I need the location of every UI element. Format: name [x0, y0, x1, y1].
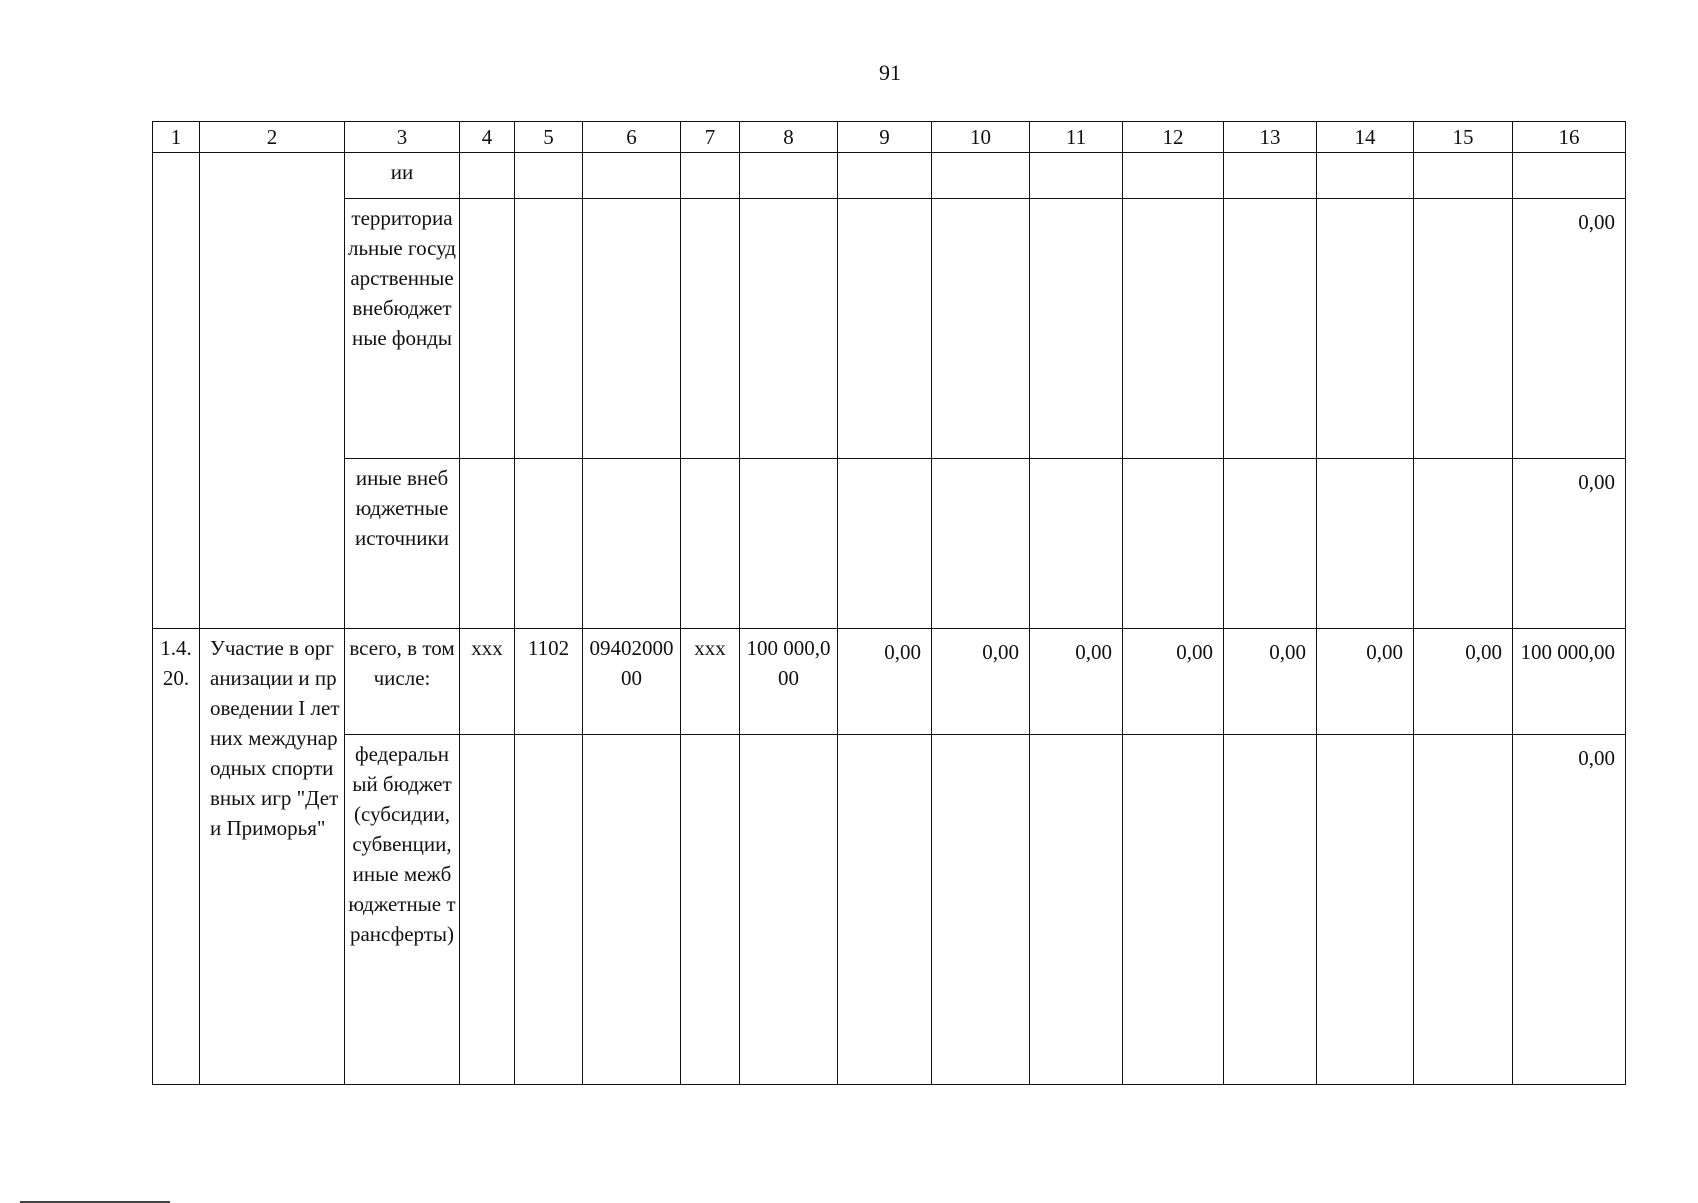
- cell-code: 0940200000: [583, 629, 681, 735]
- header-cell: 4: [460, 122, 515, 153]
- header-cell: 16: [1513, 122, 1626, 153]
- cell-source: иные внебюджетные источники: [345, 459, 460, 629]
- cell-total: 0,00: [1513, 735, 1626, 1085]
- empty-cell: [1317, 735, 1414, 1085]
- empty-cell: [838, 735, 932, 1085]
- empty-cell: [1123, 459, 1224, 629]
- cell-item-name: Участие в организации и проведении I летних международных спортивных игр "Дети Приморья": [200, 629, 345, 1085]
- empty-cell: [1224, 735, 1317, 1085]
- empty-cell: [1030, 199, 1123, 459]
- empty-cell: [515, 199, 583, 459]
- empty-cell: [838, 199, 932, 459]
- cell-source: территориальные государственные внебюджетные фонды: [345, 199, 460, 459]
- header-cell: 14: [1317, 122, 1414, 153]
- empty-cell: [460, 459, 515, 629]
- empty-cell: [681, 459, 740, 629]
- empty-cell: [1513, 153, 1626, 199]
- empty-cell: [515, 735, 583, 1085]
- empty-cell: [1123, 153, 1224, 199]
- empty-cell: [838, 153, 932, 199]
- cell-amount: 0,00: [1030, 629, 1123, 735]
- header-cell: 10: [932, 122, 1030, 153]
- empty-cell: [1317, 199, 1414, 459]
- empty-cell: [740, 199, 838, 459]
- empty-cell: [1123, 735, 1224, 1085]
- empty-cell: [583, 153, 681, 199]
- header-cell: 11: [1030, 122, 1123, 153]
- empty-cell: [1414, 459, 1513, 629]
- cell-name-empty: [200, 153, 345, 629]
- empty-cell: [740, 735, 838, 1085]
- empty-cell: [1317, 459, 1414, 629]
- cell-source: всего, в том числе:: [345, 629, 460, 735]
- header-cell: 12: [1123, 122, 1224, 153]
- cell-total: 0,00: [1513, 199, 1626, 459]
- table-row: [153, 153, 1626, 199]
- header-cell: 7: [681, 122, 740, 153]
- empty-cell: [583, 459, 681, 629]
- empty-cell: [1414, 153, 1513, 199]
- empty-cell: [460, 735, 515, 1085]
- header-cell: 9: [838, 122, 932, 153]
- empty-cell: [932, 735, 1030, 1085]
- empty-cell: [515, 459, 583, 629]
- cell-total: 100 000,00: [1513, 629, 1626, 735]
- empty-cell: [460, 153, 515, 199]
- empty-cell: [1224, 153, 1317, 199]
- header-cell: 5: [515, 122, 583, 153]
- table-row: [153, 459, 1626, 629]
- empty-cell: [1414, 735, 1513, 1085]
- empty-cell: [583, 199, 681, 459]
- empty-cell: [1317, 153, 1414, 199]
- header-cell: 2: [200, 122, 345, 153]
- cell-amount: 100 000,000: [740, 629, 838, 735]
- empty-cell: [460, 199, 515, 459]
- cell-amount: 0,00: [932, 629, 1030, 735]
- header-row: [153, 122, 1626, 153]
- cell-code: xxx: [681, 629, 740, 735]
- empty-cell: [1224, 199, 1317, 459]
- header-cell: 3: [345, 122, 460, 153]
- empty-cell: [1414, 199, 1513, 459]
- cell-amount: 0,00: [1224, 629, 1317, 735]
- header-cell: 6: [583, 122, 681, 153]
- cell-item-number: 1.4.20.: [153, 629, 200, 1085]
- header-cell: 13: [1224, 122, 1317, 153]
- empty-cell: [1030, 459, 1123, 629]
- cell-num-empty: [153, 153, 200, 629]
- table-row: [153, 199, 1626, 459]
- cell-amount: 0,00: [1123, 629, 1224, 735]
- empty-cell: [932, 153, 1030, 199]
- page-number: 91: [879, 60, 901, 85]
- table-row: [153, 629, 1626, 735]
- empty-cell: [740, 153, 838, 199]
- header-cell: 1: [153, 122, 200, 153]
- cell-total: 0,00: [1513, 459, 1626, 629]
- cell-source: федеральный бюджет (субсидии, субвенции, иные межбюджетные трансферты): [345, 735, 460, 1085]
- empty-cell: [681, 153, 740, 199]
- empty-cell: [1030, 735, 1123, 1085]
- cell-code: xxx: [460, 629, 515, 735]
- empty-cell: [681, 735, 740, 1085]
- empty-cell: [932, 199, 1030, 459]
- header-cell: 15: [1414, 122, 1513, 153]
- empty-cell: [740, 459, 838, 629]
- empty-cell: [681, 199, 740, 459]
- empty-cell: [1030, 153, 1123, 199]
- empty-cell: [838, 459, 932, 629]
- cell-code: 1102: [515, 629, 583, 735]
- cell-source: ии: [345, 153, 460, 199]
- empty-cell: [515, 153, 583, 199]
- cell-amount: 0,00: [1317, 629, 1414, 735]
- header-cell: 8: [740, 122, 838, 153]
- cell-amount: 0,00: [1414, 629, 1513, 735]
- budget-table: [152, 121, 1626, 1085]
- empty-cell: [1123, 199, 1224, 459]
- table-row: [153, 735, 1626, 1085]
- empty-cell: [932, 459, 1030, 629]
- empty-cell: [1224, 459, 1317, 629]
- cell-amount: 0,00: [838, 629, 932, 735]
- empty-cell: [583, 735, 681, 1085]
